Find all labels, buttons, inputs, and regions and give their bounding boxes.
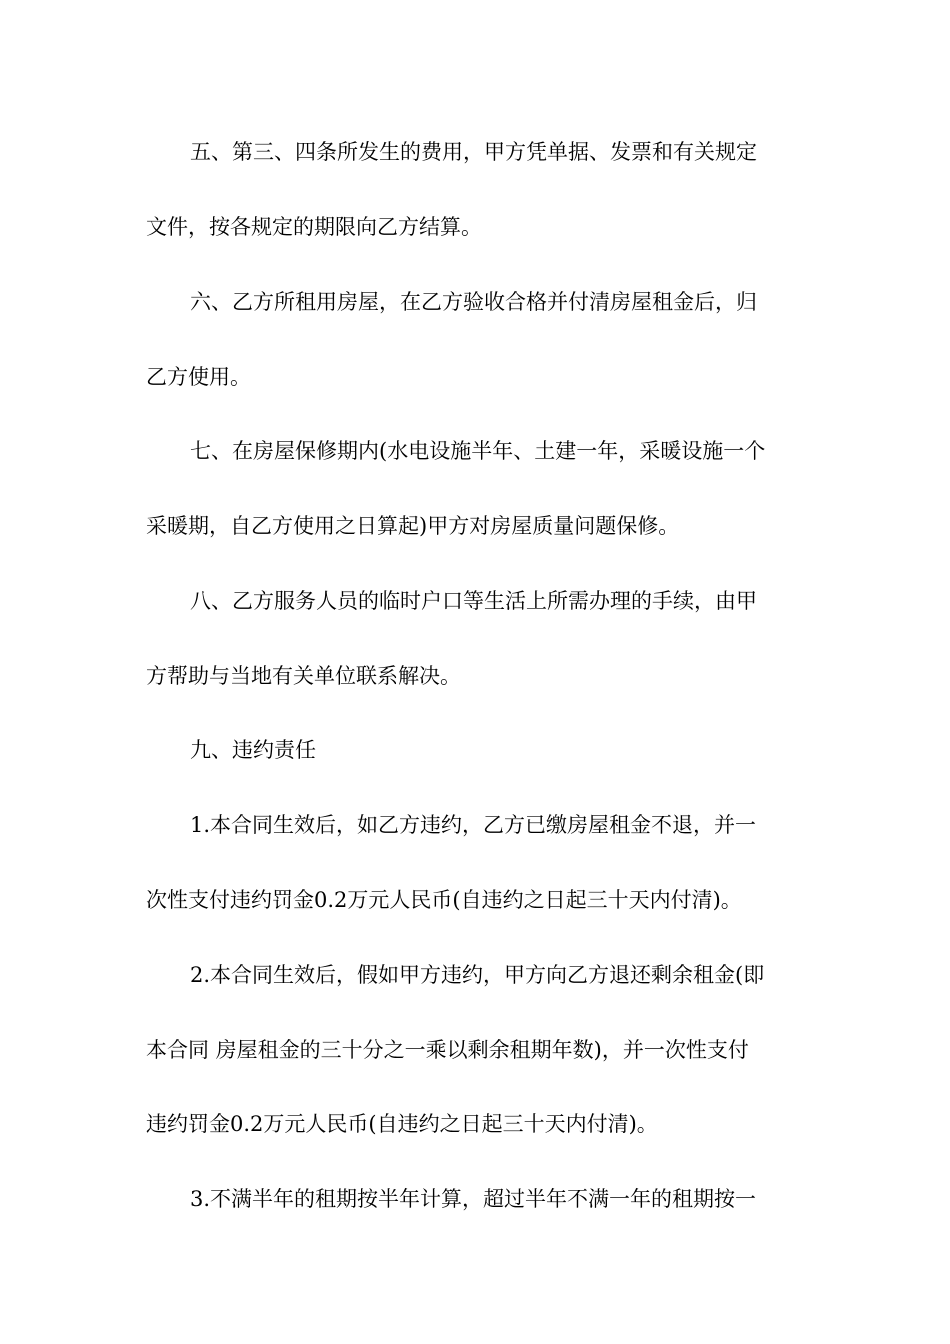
paragraph-8-line-2: 方帮助与当地有关单位联系解决。 [146, 664, 461, 688]
paragraph-7-line-1: 七、在房屋保修期内(水电设施半年、土建一年，采暖设施一个 [190, 439, 766, 463]
clause-1-line-2: 次性支付违约罚金0.2万元人民币(自违约之日起三十天内付清)。 [146, 888, 742, 912]
paragraph-6-line-2: 乙方使用。 [146, 365, 251, 389]
paragraph-6-line-1: 六、乙方所租用房屋，在乙方验收合格并付清房屋租金后，归 [190, 290, 757, 314]
clause-2-line-3: 违约罚金0.2万元人民币(自违约之日起三十天内付清)。 [146, 1112, 658, 1136]
paragraph-8-line-1: 八、乙方服务人员的临时户口等生活上所需办理的手续，由甲 [190, 589, 757, 613]
clause-3-line-1: 3.不满半年的租期按半年计算，超过半年不满一年的租期按一 [190, 1187, 757, 1211]
paragraph-5-line-1: 五、第三、四条所发生的费用，甲方凭单据、发票和有关规定 [190, 140, 757, 164]
section-heading-breach: 九、违约责任 [190, 738, 316, 762]
clause-2-line-2: 本合同 房屋租金的三十分之一乘以剩余租期年数)，并一次性支付 [146, 1038, 749, 1062]
paragraph-5-line-2: 文件，按各规定的期限向乙方结算。 [146, 215, 482, 239]
clause-1-line-1: 1.本合同生效后，如乙方违约，乙方已缴房屋租金不退，并一 [190, 813, 757, 837]
clause-2-line-1: 2.本合同生效后，假如甲方违约，甲方向乙方退还剩余租金(即 [190, 963, 765, 987]
paragraph-7-line-2: 采暖期，自乙方使用之日算起)甲方对房屋质量问题保修。 [146, 514, 680, 538]
